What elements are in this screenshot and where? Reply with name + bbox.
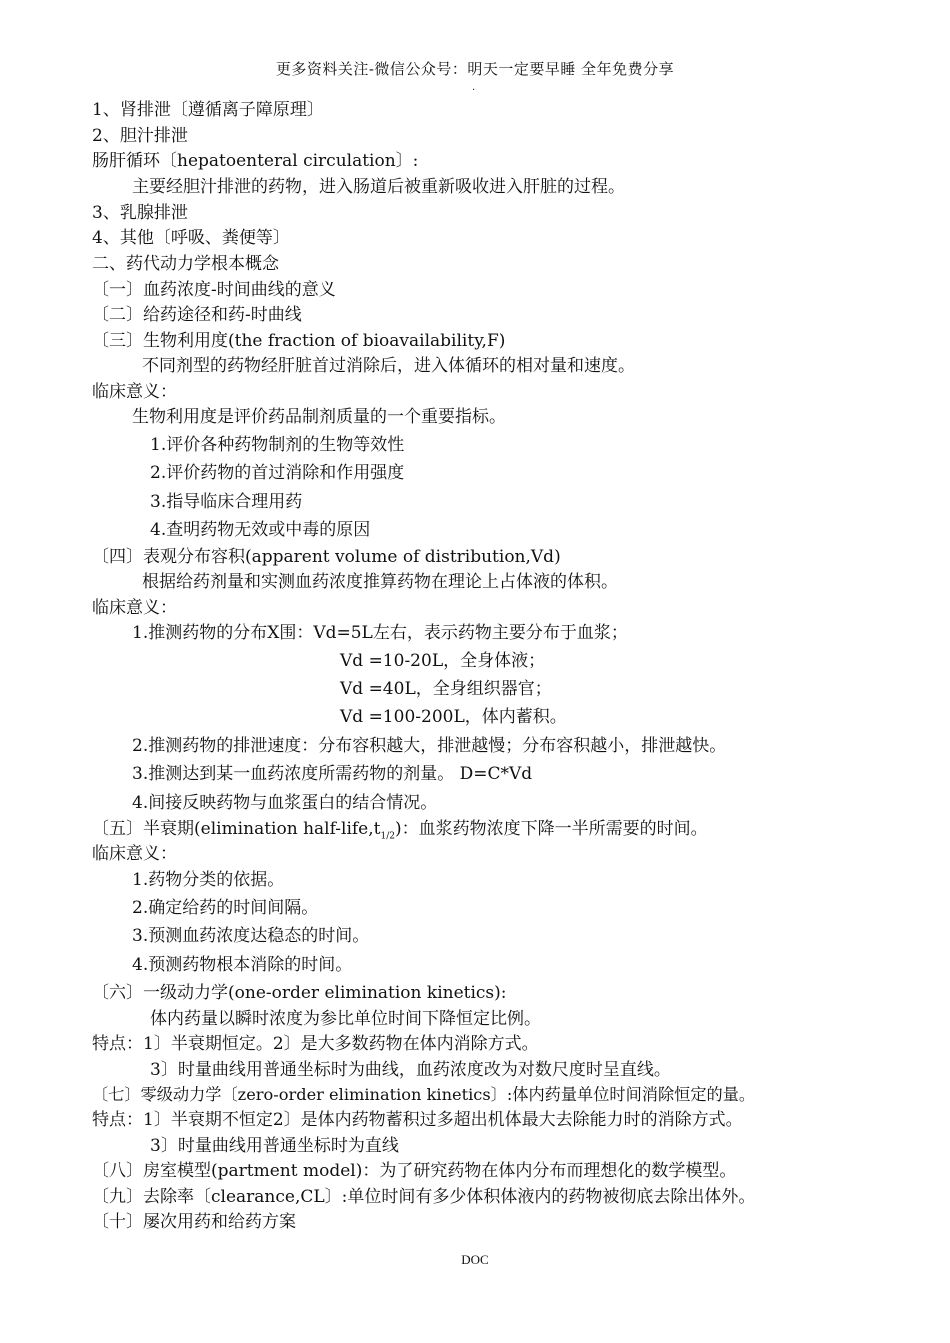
text-line: 特点：1〕半衰期恒定。2〕是大多数药物在体内消除方式。 — [92, 1034, 539, 1054]
text-line: 肠肝循环〔hepatoenteral circulation〕: — [92, 151, 419, 171]
subsection-heading: 〔六〕一级动力学(one-order elimination kinetics): — [92, 983, 507, 1003]
text-line: 3、乳腺排泄 — [92, 203, 188, 223]
list-item: 3.预测血药浓度达稳态的时间。 — [132, 926, 370, 946]
half-life-definition: )：血浆药物浓度下降一半所需要的时间。 — [394, 819, 708, 839]
list-item: 1.评价各种药物制剂的生物等效性 — [150, 435, 405, 455]
list-item: 4.查明药物无效或中毒的原因 — [150, 520, 371, 540]
section-heading: 二、药代动力学根本概念 — [92, 254, 279, 274]
text-line: 临床意义： — [92, 844, 177, 864]
text-line: 体内药量以瞬时浓度为参比单位时间下降恒定比例。 — [150, 1009, 541, 1029]
subsection-heading: 〔八〕房室模型(partment model)：为了研究药物在体内分布而理想化的数学模型。 — [92, 1161, 737, 1181]
text-line: 临床意义： — [92, 382, 177, 402]
text-line: 1、肾排泄〔遵循离子障原理〕 — [92, 100, 324, 120]
text-line: Vd =40L，全身组织器官； — [340, 679, 552, 699]
text-line: 特点：1〕半衰期不恒定2〕是体内药物蓄积过多超出机体最大去除能力时的消除方式。 — [92, 1110, 743, 1130]
list-item: 3.推测达到某一血药浓度所需药物的剂量。 D=C*Vd — [132, 764, 533, 784]
subsection-heading: 〔三〕生物利用度(the fraction of bioavailability,F) — [92, 331, 506, 351]
list-item: 1.药物分类的依据。 — [132, 870, 285, 890]
subsection-heading: 〔十〕屡次用药和给药方案 — [92, 1212, 296, 1232]
text-line: 3〕时量曲线用普通坐标时为曲线，血药浓度改为对数尺度时呈直线。 — [150, 1060, 671, 1080]
list-item: 4.间接反映药物与血浆蛋白的结合情况。 — [132, 793, 438, 813]
header-dot: . — [472, 82, 476, 93]
list-item: 1.推测药物的分布X围：Vd=5L左右，表示药物主要分布于血浆； — [132, 623, 628, 643]
page-header: 更多资料关注-微信公众号：明天一定要早睡 全年免费分享 — [275, 60, 675, 78]
page-footer: DOC — [461, 1252, 489, 1267]
text-line: 3〕时量曲线用普通坐标时为直线 — [150, 1136, 399, 1156]
half-life-subscript: 1/2 — [380, 831, 395, 842]
list-item: 3.指导临床合理用药 — [150, 492, 303, 512]
subsection-heading: 〔二〕给药途径和药-时曲线 — [92, 305, 302, 325]
list-item: 4.预测药物根本消除的时间。 — [132, 955, 353, 975]
subsection-heading — [92, 817, 708, 848]
list-item: 2.确定给药的时间间隔。 — [132, 898, 319, 918]
text-line: 根据给药剂量和实测血药浓度推算药物在理论上占体液的体积。 — [142, 572, 618, 592]
subsection-heading: 〔七〕零级动力学〔zero-order elimination kinetics〕:体内药量单位时间消除恒定的量。 — [92, 1085, 756, 1104]
text-line: 不同剂型的药物经肝脏首过消除后，进入体循环的相对量和速度。 — [142, 356, 635, 376]
text-line: 2、胆汁排泄 — [92, 126, 188, 146]
list-item: 2.推测药物的排泄速度：分布容积越大，排泄越慢；分布容积越小，排泄越快。 — [132, 736, 727, 756]
subsection-heading: 〔四〕表观分布容积(apparent volume of distribution,Vd) — [92, 547, 561, 567]
text-line: Vd =100-200L，体内蓄积。 — [340, 707, 567, 727]
text-line: 主要经胆汁排泄的药物，进入肠道后被重新吸收进入肝脏的过程。 — [132, 177, 625, 197]
subsection-heading: 〔九〕去除率〔clearance,CL〕:单位时间有多少体积体液内的药物被彻底去除出体外。 — [92, 1187, 756, 1207]
subsection-heading: 〔一〕血药浓度-时间曲线的意义 — [92, 280, 336, 300]
text-line: 临床意义： — [92, 598, 177, 618]
text-line: Vd =10-20L，全身体液； — [340, 651, 546, 671]
text-line: 4、其他〔呼吸、粪便等〕 — [92, 228, 290, 248]
list-item: 2.评价药物的首过消除和作用强度 — [150, 463, 405, 483]
half-life-label: 〔五〕半衰期(elimination half-life,t — [92, 819, 381, 839]
text-line: 生物利用度是评价药品制剂质量的一个重要指标。 — [132, 407, 506, 427]
